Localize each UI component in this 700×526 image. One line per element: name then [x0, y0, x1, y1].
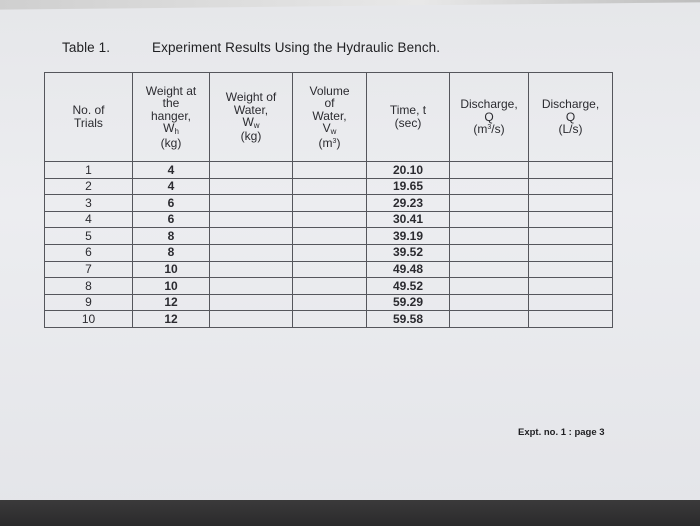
cell-q_m3 — [450, 178, 529, 195]
table-title: Experiment Results Using the Hydraulic Bench. — [152, 40, 441, 55]
cell-volume — [293, 162, 367, 179]
cell-volume — [293, 278, 367, 295]
cell-volume — [293, 195, 367, 212]
header-water-volume: Volume of Water, $V_w$ $(m^3)$ — [293, 73, 367, 162]
cell-q_l — [529, 294, 613, 311]
cell-hanger: 8 — [133, 244, 210, 261]
table-row — [45, 244, 613, 261]
cell-volume — [293, 294, 367, 311]
cell-water — [210, 244, 293, 261]
cell-q_l — [529, 211, 613, 228]
cell-q_m3 — [450, 311, 529, 328]
cell-hanger: 10 — [133, 261, 210, 278]
cell-trial: 4 — [45, 211, 133, 228]
cell-q_m3 — [450, 195, 529, 212]
cell-time: 20.10 — [367, 162, 450, 179]
cell-trial: 6 — [45, 244, 133, 261]
cell-time: 19.65 — [367, 178, 450, 195]
header-hanger-weight: Weight at the hanger, $W_h$ (kg) — [133, 73, 210, 162]
header-row — [45, 73, 613, 162]
cell-hanger: 8 — [133, 228, 210, 245]
cell-volume — [293, 228, 367, 245]
page-footer: Expt. no. 1 : page 3 — [518, 427, 605, 438]
cell-water — [210, 294, 293, 311]
cell-q_l — [529, 228, 613, 245]
cell-trial: 10 — [45, 311, 133, 328]
cell-water — [210, 195, 293, 212]
header-time: Time, t (sec) — [367, 73, 450, 162]
cell-hanger: 10 — [133, 278, 210, 295]
table-row — [45, 311, 613, 328]
cell-hanger: 6 — [133, 211, 210, 228]
cell-water — [210, 162, 293, 179]
results-table — [44, 72, 613, 328]
cell-volume — [293, 311, 367, 328]
table-row — [45, 162, 613, 179]
table-row — [45, 278, 613, 295]
table-row — [45, 294, 613, 311]
cell-volume — [293, 211, 367, 228]
cell-time: 39.52 — [367, 244, 450, 261]
cell-time: 59.58 — [367, 311, 450, 328]
cell-water — [210, 311, 293, 328]
cell-q_m3 — [450, 294, 529, 311]
cell-q_l — [529, 195, 613, 212]
cell-water — [210, 261, 293, 278]
cell-q_l — [529, 162, 613, 179]
table-row — [45, 261, 613, 278]
table-row — [45, 211, 613, 228]
cell-q_l — [529, 244, 613, 261]
cell-hanger: 4 — [133, 162, 210, 179]
cell-q_m3 — [450, 162, 529, 179]
cell-hanger: 6 — [133, 195, 210, 212]
cell-q_l — [529, 178, 613, 195]
cell-trial: 5 — [45, 228, 133, 245]
cell-hanger: 4 — [133, 178, 210, 195]
cell-time: 59.29 — [367, 294, 450, 311]
cell-time: 49.52 — [367, 278, 450, 295]
cell-trial: 1 — [45, 162, 133, 179]
bottom-shadow — [0, 500, 700, 526]
cell-trial: 2 — [45, 178, 133, 195]
cell-hanger: 12 — [133, 311, 210, 328]
table-row — [45, 195, 613, 212]
cell-time: 30.41 — [367, 211, 450, 228]
cell-water — [210, 178, 293, 195]
cell-q_m3 — [450, 278, 529, 295]
cell-water — [210, 278, 293, 295]
cell-water — [210, 211, 293, 228]
table-row — [45, 228, 613, 245]
table-label: Table 1. — [62, 40, 111, 55]
cell-time: 39.19 — [367, 228, 450, 245]
cell-volume — [293, 244, 367, 261]
header-water-weight: Weight of Water, $W_w$ (kg) — [210, 73, 293, 162]
header-discharge-ls: Discharge, Q (L/s) — [529, 73, 613, 162]
cell-volume — [293, 261, 367, 278]
cell-trial: 9 — [45, 294, 133, 311]
cell-trial: 7 — [45, 261, 133, 278]
cell-q_l — [529, 311, 613, 328]
cell-q_l — [529, 278, 613, 295]
header-discharge-m3s: Discharge, Q $(m^3/s)$ — [450, 73, 529, 162]
cell-trial: 8 — [45, 278, 133, 295]
cell-q_m3 — [450, 244, 529, 261]
cell-q_m3 — [450, 261, 529, 278]
cell-hanger: 12 — [133, 294, 210, 311]
cell-time: 49.48 — [367, 261, 450, 278]
header-trials: No. of Trials — [45, 73, 133, 162]
cell-q_m3 — [450, 211, 529, 228]
cell-volume — [293, 178, 367, 195]
cell-water — [210, 228, 293, 245]
cell-time: 29.23 — [367, 195, 450, 212]
cell-trial: 3 — [45, 195, 133, 212]
table-row — [45, 178, 613, 195]
cell-q_m3 — [450, 228, 529, 245]
cell-q_l — [529, 261, 613, 278]
